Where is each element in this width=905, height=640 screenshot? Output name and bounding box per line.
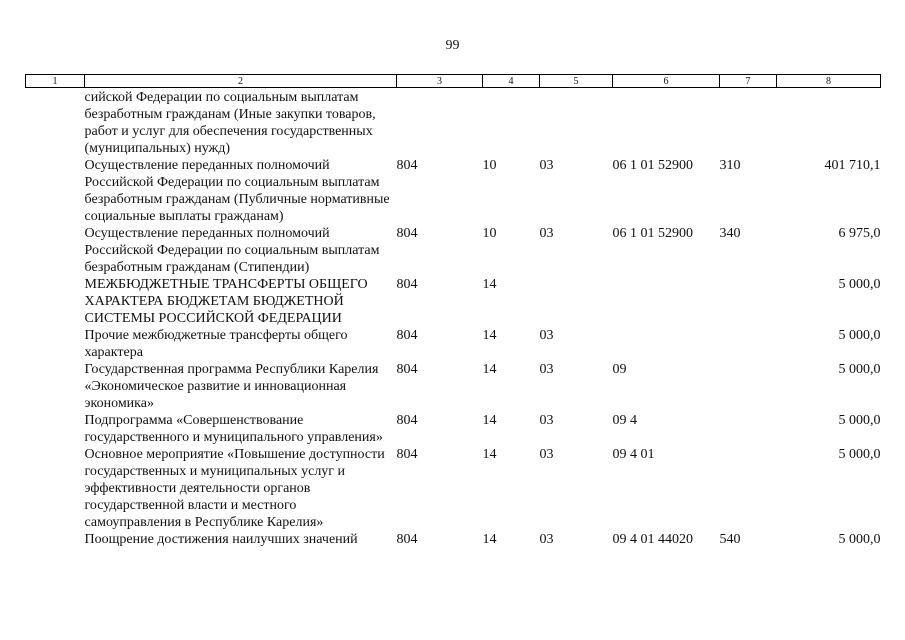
row-target-code: 09 4 01 44020 [612,532,693,547]
row-grbs: 804 [396,226,418,241]
row-expense-type [720,327,777,361]
row-subsection: 03 [539,328,554,343]
table-row [26,157,881,225]
row-name: Государственная программа Республики Карелия «Экономическое развитие и инновационная экономика» [84,362,379,411]
table-row [26,361,881,412]
row-section: 10 [482,226,497,241]
row-target-code [613,276,720,327]
row-grbs: 804 [396,328,418,343]
row-section: 14 [482,328,497,343]
row-subsection: 03 [539,532,554,547]
table-row [26,327,881,361]
budget-table [25,74,881,548]
row-target-code: 06 1 01 52900 [612,158,693,173]
row-sum: 6 975,0 [838,226,881,241]
row-expense-type: 340 [719,226,741,241]
row-grbs [397,88,483,158]
row-sum: 401 710,1 [824,158,881,173]
row-target-code [613,327,720,361]
row-name: Поощрение достижения наилучших значений [84,532,358,547]
row-target-code: 06 1 01 52900 [612,226,693,241]
column-number-1: 1 [26,75,85,88]
row-section: 14 [482,447,497,462]
table-row [26,225,881,276]
row-name: МЕЖБЮДЖЕТНЫЕ ТРАНСФЕРТЫ ОБЩЕГО ХАРАКТЕРА БЮДЖЕТАМ БЮДЖЕТНОЙ СИСТЕМЫ РОССИЙСКОЙ ФЕДЕРАЦИИ [84,277,368,326]
table-row [26,276,881,327]
row-sum: 5 000,0 [838,362,881,377]
column-number-7: 7 [720,75,777,88]
row-grbs: 804 [396,362,418,377]
table-row [26,412,881,446]
row-expense-type: 310 [719,158,741,173]
row-sum: 5 000,0 [838,328,881,343]
column-number-8: 8 [777,75,881,88]
row-name: Осуществление переданных полномочий Российской Федерации по социальным выплатам безработным гражданам (Стипендии) [84,226,380,275]
row-sum: 5 000,0 [838,532,881,547]
row-expense-type [720,412,777,446]
row-subsection: 03 [539,447,554,462]
row-subsection: 03 [539,362,554,377]
table-row [26,531,881,548]
row-sum: 5 000,0 [838,277,881,292]
row-section: 14 [482,362,497,377]
column-number-row [26,75,881,88]
row-expense-type [720,276,777,327]
row-name: Прочие межбюджетные трансферты общего характера [84,328,348,360]
row-subsection [540,88,613,158]
row-subsection: 03 [539,158,554,173]
column-number-2: 2 [85,75,397,88]
row-grbs: 804 [396,447,418,462]
row-expense-type [720,446,777,531]
row-expense-type [720,88,777,158]
row-section [483,88,540,158]
row-name: Осуществление переданных полномочий Российской Федерации по социальным выплатам безработным гражданам (Публичные нормативные социальные выплаты гражданам) [84,158,390,224]
row-subsection [540,276,613,327]
row-target-code: 09 4 [612,413,637,428]
column-number-5: 5 [540,75,613,88]
row-section: 14 [482,277,497,292]
row-grbs: 804 [396,413,418,428]
row-subsection: 03 [539,226,554,241]
row-section: 14 [482,532,497,547]
column-number-6: 6 [613,75,720,88]
row-sum: 5 000,0 [838,413,881,428]
row-grbs: 804 [396,532,418,547]
row-target-code: 09 4 01 [612,447,655,462]
table-row [26,88,881,158]
row-target-code: 09 [612,362,627,377]
row-subsection: 03 [539,413,554,428]
row-expense-type: 540 [719,532,741,547]
row-expense-type [720,361,777,412]
row-name: сийской Федерации по социальным выплатам безработным гражданам (Иные закупки товаров, работ и услуг для обеспечения государственных (муниципальных) нужд) [84,90,376,156]
row-grbs: 804 [396,158,418,173]
row-sum: 5 000,0 [838,447,881,462]
row-section: 14 [482,413,497,428]
row-sum [777,88,881,158]
table-row [26,446,881,531]
row-section: 10 [482,158,497,173]
column-number-3: 3 [397,75,483,88]
row-name: Подпрограмма «Совершенствование государственного и муниципального управления» [84,413,383,445]
page-number: 99 [445,38,460,53]
row-grbs: 804 [396,277,418,292]
column-number-4: 4 [483,75,540,88]
row-name: Основное мероприятие «Повышение доступности государственных и муниципальных услуг и эффективности деятельности органов государственной власти и местного самоуправления в Республике Карелия» [84,447,385,530]
row-target-code [613,88,720,158]
